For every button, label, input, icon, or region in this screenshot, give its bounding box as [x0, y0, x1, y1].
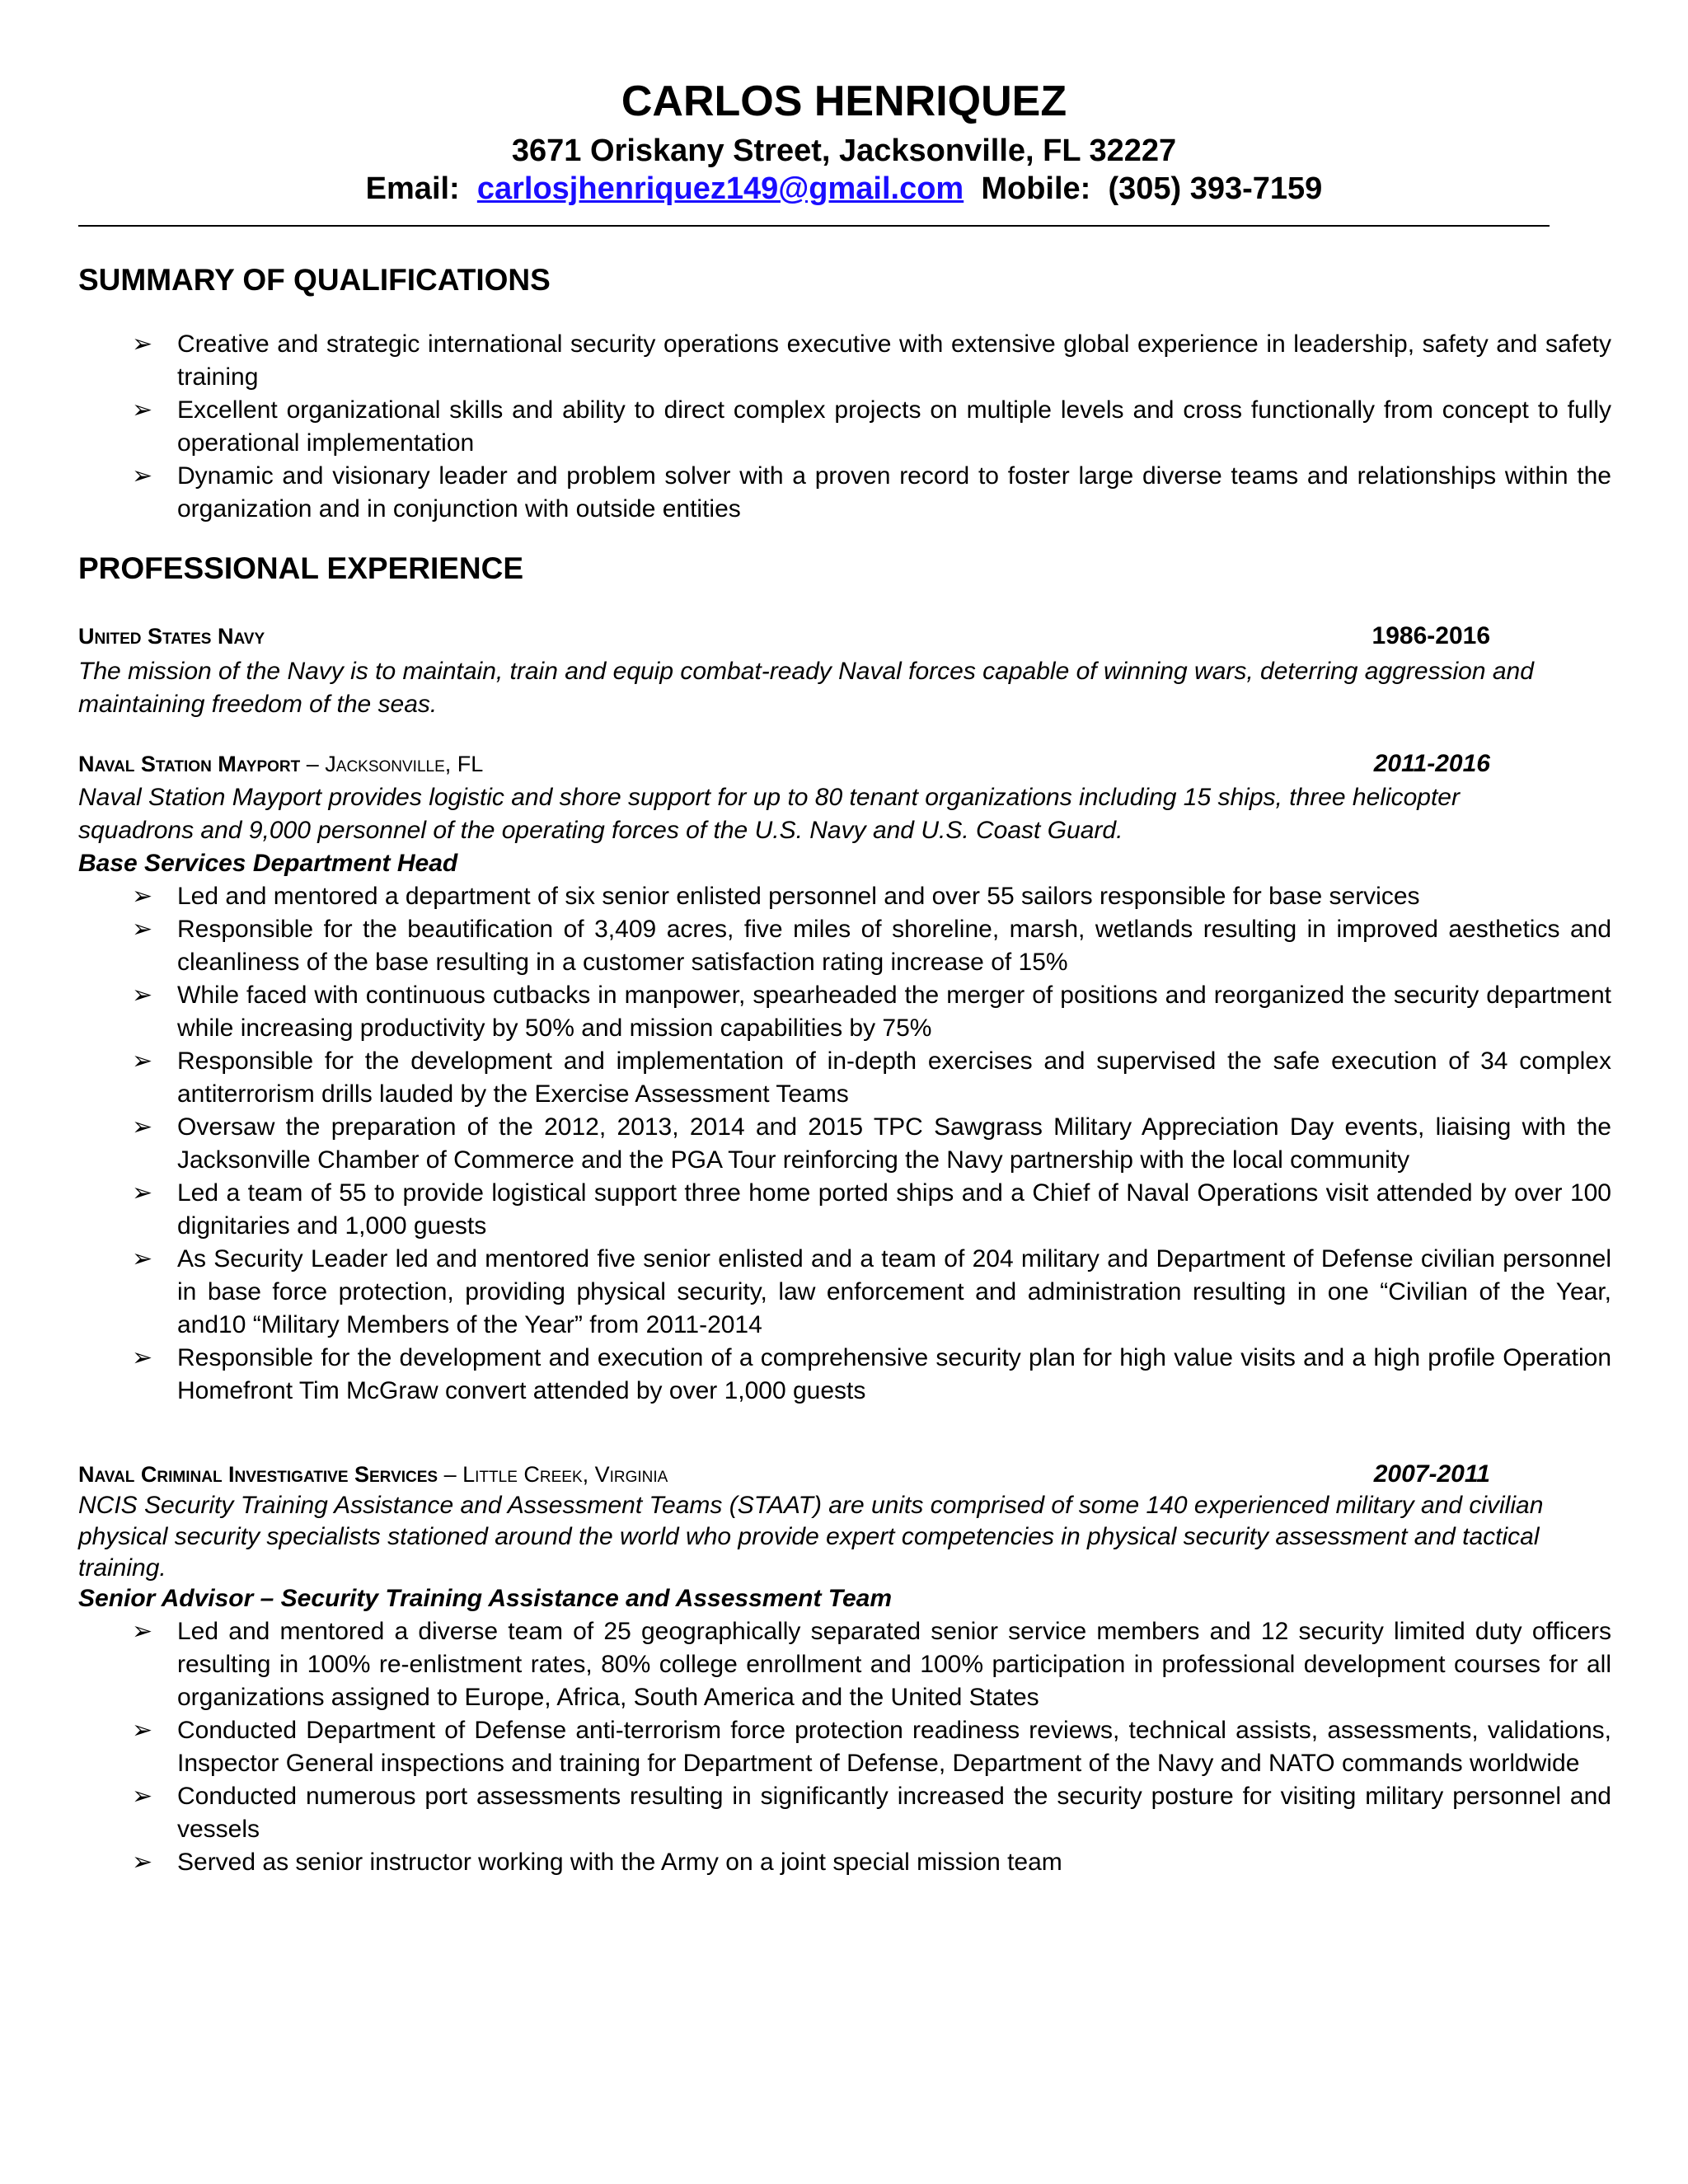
mobile-label: Mobile:	[981, 171, 1091, 206]
list-item: ➢ Led and mentored a diverse team of 25 geographically separated senior service members and 12 security limited duty officers resulting in 100% re-enlistment rates, 80% college enrollment and 100% participation in professional development courses for all organizations assigned to Europe, Africa, South America and the United States	[0, 1615, 1611, 1714]
org-name: United States Navy	[78, 624, 265, 649]
list-item: ➢ Led and mentored a department of six senior enlisted personnel and over 55 sailors responsible for base services	[0, 880, 1611, 913]
arrow-bullet-icon: ➢	[132, 1344, 153, 1371]
mayport-org-line: Naval Station Mayport – Jacksonville, FL 2011-2016	[78, 748, 1490, 780]
list-item: ➢ Led a team of 55 to provide logistical support three home ported ships and a Chief of Naval Operations visit attended by over 100 dignitaries and 1,000 guests	[0, 1177, 1611, 1243]
list-item: ➢ Conducted Department of Defense anti-terrorism force protection readiness reviews, technical assists, assessments, validations, Inspector General inspections and training for Department of Defense, Department of the Navy and NATO commands worldwide	[0, 1714, 1611, 1780]
arrow-bullet-icon: ➢	[132, 1849, 153, 1876]
mayport-list	[0, 880, 1688, 1408]
contact-line	[0, 170, 1688, 208]
arrow-bullet-icon: ➢	[132, 982, 153, 1009]
list-item: ➢ Conducted numerous port assessments resulting in significantly increased the security posture for visiting military personnel and vessels	[0, 1780, 1611, 1846]
summary-list	[0, 328, 1688, 526]
summary-heading: SUMMARY OF QUALIFICATIONS	[78, 263, 551, 297]
address-line: 3671 Oriskany Street, Jacksonville, FL 32227	[511, 134, 1177, 168]
arrow-bullet-icon: ➢	[132, 1245, 153, 1272]
candidate-name: CARLOS HENRIQUEZ	[621, 77, 1067, 125]
arrow-bullet-icon: ➢	[132, 462, 153, 490]
email-link[interactable]: carlosjhenriquez149@gmail.com	[476, 171, 964, 206]
arrow-bullet-icon: ➢	[132, 1113, 153, 1141]
list-item: ➢ Served as senior instructor working with the Army on a joint special mission team	[0, 1846, 1611, 1879]
email-label: Email:	[365, 171, 460, 206]
mobile-number: (305) 393-7159	[1108, 171, 1323, 206]
arrow-bullet-icon: ➢	[132, 1783, 153, 1810]
arrow-bullet-icon: ➢	[132, 1618, 153, 1645]
ncis-org-line: Naval Criminal Investigative Services – Little Creek, Virginia 2007-2011	[78, 1459, 1490, 1490]
navy-description: The mission of the Navy is to maintain, train and equip combat-ready Naval forces capable of winning wars, deterring aggression and maintaining freedom of the seas.	[78, 658, 1534, 718]
list-item: ➢ Responsible for the development and implementation of in-depth exercises and supervised the safe execution of 34 complex antiterrorism drills lauded by the Exercise Assessment Teams	[0, 1045, 1611, 1111]
mayport-description: Naval Station Mayport provides logistic and shore support for up to 80 tenant organizations including 15 ships, three helicopter squadrons and 9,000 personnel of the operating forces of the U.S. Navy and U.S. Coast Guard.	[78, 784, 1460, 844]
navy-org-line	[78, 621, 1490, 652]
org-name: Naval Criminal Investigative Services	[78, 1462, 438, 1487]
arrow-bullet-icon: ➢	[132, 1179, 153, 1207]
org-location: Little Creek, Virginia	[462, 1462, 668, 1487]
list-item: ➢ Dynamic and visionary leader and problem solver with a proven record to foster large diverse teams and relationships within the organization and in conjunction with outside entities	[0, 460, 1611, 526]
org-dates: 2011-2016	[1373, 750, 1490, 777]
arrow-bullet-icon: ➢	[132, 916, 153, 943]
arrow-bullet-icon: ➢	[132, 883, 153, 910]
list-item: ➢ Oversaw the preparation of the 2012, 2013, 2014 and 2015 TPC Sawgrass Military Appreciation Day events, liaising with the Jacksonville Chamber of Commerce and the PGA Tour reinforcing the Navy partnership with the local community	[0, 1111, 1611, 1177]
org-dates: 2007-2011	[1373, 1460, 1490, 1488]
list-item: ➢ While faced with continuous cutbacks in manpower, spearheaded the merger of positions and reorganized the security department while increasing productivity by 50% and mission capabilities by 75%	[0, 979, 1611, 1045]
ncis-role: Senior Advisor – Security Training Assistance and Assessment Team	[78, 1585, 893, 1612]
experience-heading: PROFESSIONAL EXPERIENCE	[78, 551, 524, 585]
list-item: ➢ Creative and strategic international security operations executive with extensive global experience in leadership, safety and safety training	[0, 328, 1611, 394]
arrow-bullet-icon: ➢	[132, 1717, 153, 1744]
arrow-bullet-icon: ➢	[132, 1047, 153, 1075]
arrow-bullet-icon: ➢	[132, 396, 153, 424]
org-location: Jacksonville, FL	[325, 752, 484, 776]
arrow-bullet-icon: ➢	[132, 330, 153, 358]
org-dates: 1986-2016	[1372, 622, 1490, 649]
list-item: ➢ Responsible for the development and execution of a comprehensive security plan for high value visits and a high profile Operation Homefront Tim McGraw convert attended by over 1,000 guests	[0, 1342, 1611, 1408]
ncis-list	[0, 1615, 1688, 1879]
header-divider	[78, 225, 1550, 227]
mayport-role: Base Services Department Head	[78, 850, 458, 877]
org-name: Naval Station Mayport	[78, 752, 301, 776]
list-item: ➢ Responsible for the beautification of 3,409 acres, five miles of shoreline, marsh, wetlands resulting in improved aesthetics and cleanliness of the base resulting in a customer satisfaction rating increase of 15%	[0, 913, 1611, 979]
list-item: ➢ As Security Leader led and mentored five senior enlisted and a team of 204 military and Department of Defense civilian personnel in base force protection, providing physical security, law enforcement and administration resulting in one “Civilian of the Year, and10 “Military Members of the Year” from 2011-2014	[0, 1243, 1611, 1342]
ncis-description: NCIS Security Training Assistance and Assessment Teams (STAAT) are units comprised of some 140 experienced military and civilian physical security specialists stationed around the world who provide expert competencies in physical security assessment and tactical training.	[78, 1492, 1544, 1582]
list-item: ➢ Excellent organizational skills and ability to direct complex projects on multiple levels and cross functionally from concept to fully operational implementation	[0, 394, 1611, 460]
